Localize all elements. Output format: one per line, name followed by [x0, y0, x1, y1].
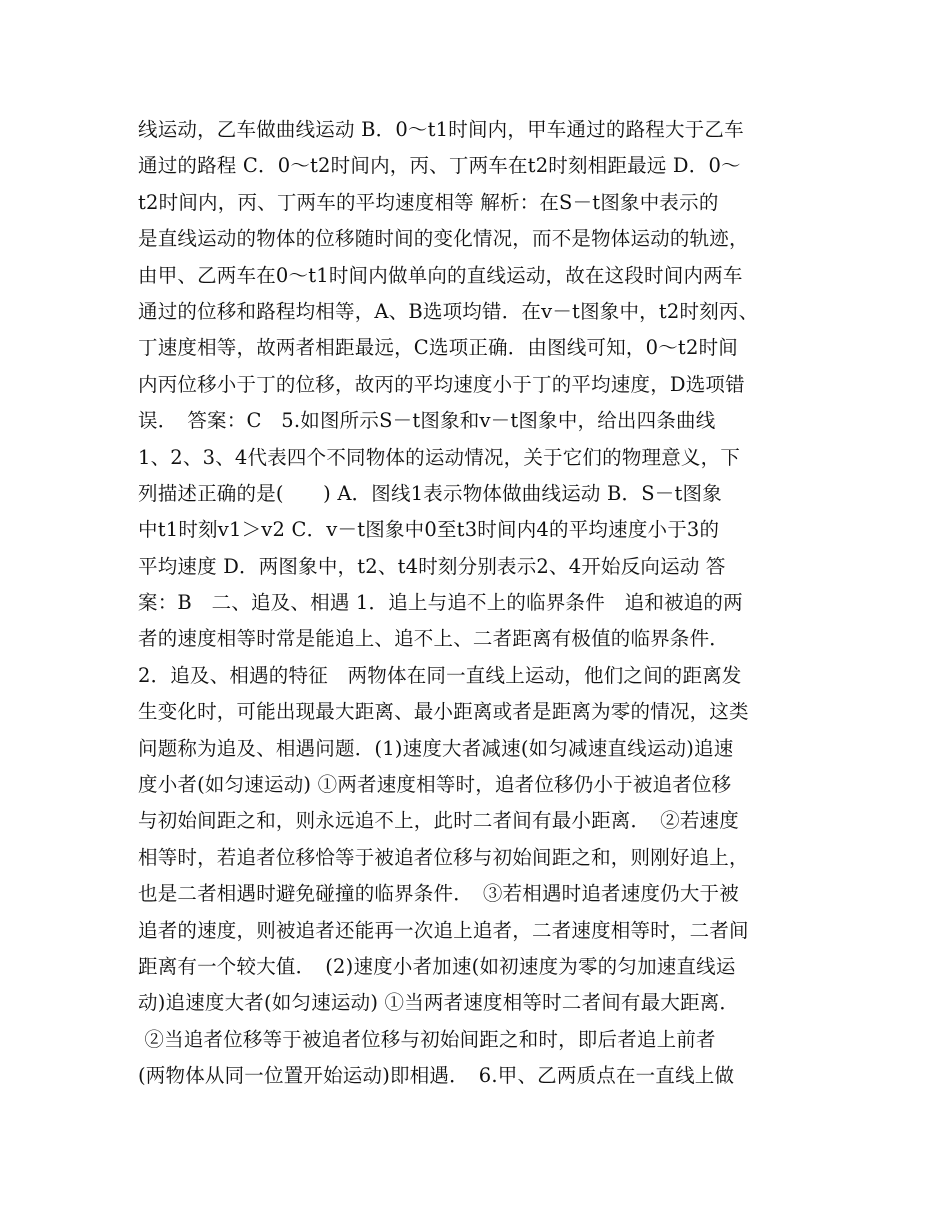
text-line: 通过的位移和路程均相等，A、B选项均错．在v－t图象中，t2时刻丙、	[138, 299, 759, 323]
text-line: 通过的路程 C．0～t2时间内，丙、丁两车在t2时刻相距最远 D．0～	[138, 154, 741, 178]
text-line: ②当追者位移等于被追者位移与初始间距之和时，即后者追上前者	[138, 1027, 716, 1051]
text-line: 生变化时，可能出现最大距离、最小距离或者是距离为零的情况，这类	[138, 700, 749, 724]
text-line: 丁速度相等，故两者相距最远，C选项正确．由图线可知，0～t2时间	[138, 336, 738, 360]
text-line: 也是二者相遇时避免碰撞的临界条件． ③若相遇时追者速度仍大于被	[138, 882, 739, 906]
text-line: 者的速度相等时常是能追上、追不上、二者距离有极值的临界条件．	[138, 627, 730, 651]
body-text	[138, 112, 838, 1095]
text-line: 追者的速度，则被追者还能再一次追上追者，二者速度相等时，二者间	[138, 918, 749, 942]
text-line: (两物体从同一位置开始运动)即相遇． 6.甲、乙两质点在一直线上做	[138, 1064, 735, 1088]
text-line: 动)追速度大者(如匀速运动) ①当两者速度相等时二者间有最大距离．	[138, 991, 740, 1015]
text-line: 是直线运动的物体的位移随时间的变化情况，而不是物体运动的轨迹，	[138, 227, 749, 251]
text-line: 问题称为追及、相遇问题．(1)速度大者减速(如匀减速直线运动)追速	[138, 736, 734, 760]
text-line: 案：B 二、追及、相遇 1．追上与追不上的临界条件 追和被追的两	[138, 591, 743, 615]
text-line: 1、2、3、4代表四个不同物体的运动情况，关于它们的物理意义，下	[138, 445, 741, 469]
text-line: 2．追及、相遇的特征 两物体在同一直线上运动，他们之间的距离发	[138, 663, 742, 687]
text-line: 中t1时刻v1＞v2 C．v－t图象中0至t3时间内4的平均速度小于3的	[138, 518, 720, 542]
text-line: 内丙位移小于丁的位移，故丙的平均速度小于丁的平均速度，D选项错	[138, 372, 745, 396]
text-line: 与初始间距之和，则永远追不上，此时二者间有最小距离． ②若速度	[138, 809, 739, 833]
text-line: 度小者(如匀速运动) ①两者速度相等时，追者位移仍小于被追者位移	[138, 773, 732, 797]
text-line: 列描述正确的是( ) A．图线1表示物体做曲线运动 B．S－t图象	[138, 481, 722, 505]
text-line: t2时间内，丙、丁两车的平均速度相等 解析：在S－t图象中表示的	[138, 190, 719, 214]
text-line: 相等时，若追者位移恰等于被追者位移与初始间距之和，则刚好追上，	[138, 845, 749, 869]
text-line: 线运动，乙车做曲线运动 B．0～t1时间内，甲车通过的路程大于乙车	[138, 118, 744, 141]
text-line: 由甲、乙两车在0～t1时间内做单向的直线运动，故在这段时间内两车	[138, 263, 743, 287]
text-line: 误． 答案：C 5.如图所示S－t图象和v－t图象中，给出四条曲线	[138, 409, 716, 433]
text-line: 平均速度 D．两图象中，t2、t4时刻分别表示2、4开始反向运动 答	[138, 554, 726, 578]
text-line: 距离有一个较大值． (2)速度小者加速(如初速度为零的匀加速直线运	[138, 954, 736, 978]
